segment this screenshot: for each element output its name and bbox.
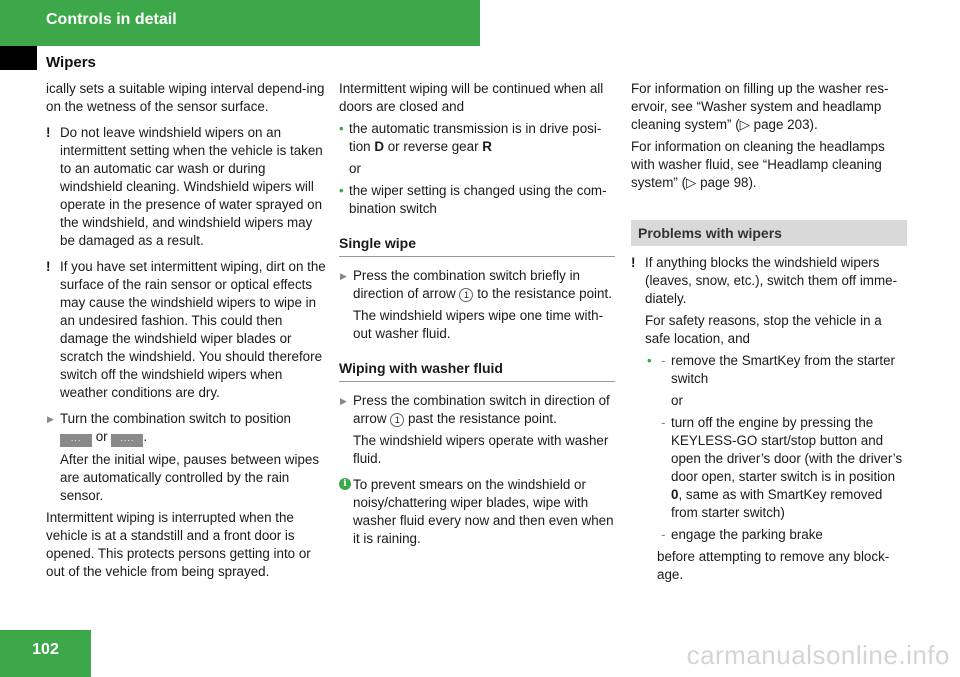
warning-icon: ! <box>46 125 51 140</box>
list-item: • the wiper setting is changed using the com-bination switch <box>339 183 607 216</box>
intro-text: Intermittent wiping will be continued when all doors are closed and <box>339 81 604 114</box>
safety-text: For safety reasons, stop the vehicle in a safe location, and <box>645 313 882 346</box>
step-result: The windshield wipers operate with washer fluid. <box>353 433 609 466</box>
column-1 <box>46 80 326 581</box>
dash-icon: - <box>661 415 666 430</box>
outro-text: Intermittent wiping is interrupted when the vehicle is at a standstill and a front door is opened. This protects persons getting into or out of the vehicle from being sprayed. <box>46 510 311 579</box>
section-marker <box>0 46 37 70</box>
bullet-icon: • <box>647 353 652 368</box>
info-icon: i <box>339 478 351 490</box>
column-2 <box>339 80 615 548</box>
intro-text: ically sets a suitable wiping interval depend-ing on the wetness of the sensor surface. <box>46 81 325 114</box>
bullet-icon: • <box>339 183 344 198</box>
arrow-right-icon: ▶ <box>47 414 54 424</box>
instruction-step: ▶ Press the combination switch briefly in direction of arrow 1 to the resistance point. The windshield wipers wipe one time with-out washer fluid. <box>339 267 615 343</box>
warning-icon: ! <box>46 259 51 274</box>
warning-car-wash <box>46 124 326 250</box>
watermark: carmanualsonline.info <box>686 640 950 670</box>
page-number: 102 <box>32 641 59 658</box>
washer-reservoir-text: For information on filling up the washer res-ervoir, see “Washer system and headlamp cleaning system” (▷ page 203). <box>631 81 889 132</box>
warning-text: Do not leave windshield wipers on an intermittent setting when the vehicle is taken to an automatic car wash or during windshield cleaning. Windshield wipers will operate in the presence of water sprayed on the windshield, and windshield wipers may be damaged as a result. <box>60 125 323 248</box>
warning-text: If you have set intermittent wiping, dirt on the surface of the rain sensor or optical effects may cause the windshield wipers to wipe in an undesired fashion. This could then damage the windshield wiper blades or scratch the windshield. You should therefore switch off the windshield wipers when weather conditions are dry. <box>60 259 326 400</box>
single-wipe-heading: Single wipe <box>339 234 615 257</box>
problems-heading: Problems with wipers <box>631 220 907 246</box>
list-item: • the automatic transmission is in drive posi-tion D or reverse gear R <box>339 121 602 154</box>
info-note <box>339 476 615 548</box>
dash-icon: - <box>661 353 666 368</box>
arrow-number-icon: 1 <box>390 413 404 427</box>
step-result: After the initial wipe, pauses between wipes are automatically controlled by the rain sensor. <box>60 452 320 503</box>
list-item: - engage the parking brake <box>661 527 823 542</box>
warning-icon: ! <box>631 255 636 270</box>
warning-text: If anything blocks the windshield wipers (leaves, snow, etc.), switch them off imme-diately. <box>645 255 898 306</box>
step-text: Turn the combination switch to position ∙∙∙ or ∙∙∙∙ . <box>60 411 291 445</box>
list-item: • - remove the SmartKey from the starter switch or <box>647 353 895 408</box>
arrow-right-icon: ▶ <box>340 396 347 406</box>
instruction-step <box>46 410 326 505</box>
bullet-icon: • <box>339 121 344 136</box>
arrow-number-icon: 1 <box>459 288 473 302</box>
page-number-box <box>0 630 91 677</box>
switch-position-icon: ∙∙∙ <box>60 434 92 447</box>
arrow-right-icon: ▶ <box>340 271 347 281</box>
instruction-step: ▶ Press the combination switch in direction of arrow 1 past the resistance point. The windshield wipers operate with washer fluid. <box>339 392 615 468</box>
chapter-header-bar <box>0 0 480 46</box>
washer-wipe-heading: Wiping with washer fluid <box>339 359 615 382</box>
closing-text: before attempting to remove any block-age. <box>657 549 890 582</box>
dash-icon: - <box>661 527 666 542</box>
section-title: Wipers <box>46 54 96 71</box>
step-result: The windshield wipers wipe one time with-out washer fluid. <box>353 308 604 341</box>
switch-position-icon: ∙∙∙∙ <box>111 434 143 447</box>
chapter-title: Controls in detail <box>46 11 177 28</box>
column-3 <box>631 80 907 584</box>
warning-blocked-wipers <box>631 254 907 584</box>
or-text: or <box>349 161 361 176</box>
headlamp-cleaning-text: For information on cleaning the headlamps with washer fluid, see “Headlamp cleaning system” (▷ page 98). <box>631 139 885 190</box>
info-text: To prevent smears on the windshield or noisy/chattering wiper blades, wipe with washer fluid every now and then even when it is raining. <box>353 477 614 546</box>
warning-rain-sensor <box>46 258 326 402</box>
list-item: - turn off the engine by pressing the KEYLESS-GO start/stop button and open the driver’s door (with the driver’s door open, starter switch is in position 0, same as with SmartKey removed from starter switch) <box>661 415 903 520</box>
